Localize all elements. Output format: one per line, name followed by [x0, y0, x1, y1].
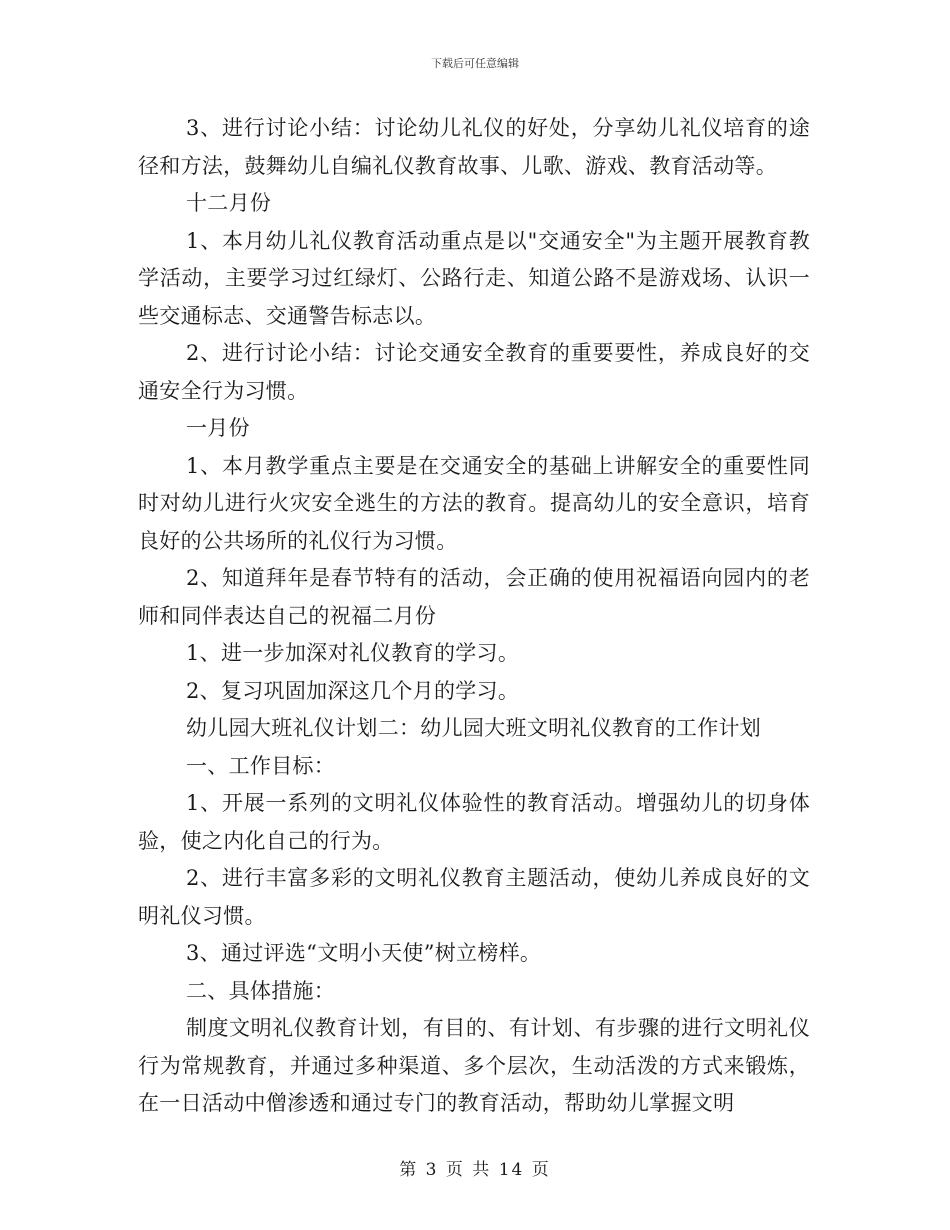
section-heading-december: 十二月份: [186, 191, 272, 215]
plan-title: 幼儿园大班礼仪计划二：幼儿园大班文明礼仪教育的工作计划: [186, 716, 762, 740]
paragraph: 3、进行讨论小结：讨论幼儿礼仪的好处，分享幼儿礼仪培育的途径和方法，鼓舞幼儿自编礼仪教育故事、儿歌、游戏、教育活动等。: [138, 116, 810, 178]
section-heading-measures: 二、具体措施：: [186, 978, 336, 1003]
paragraph: 1、进一步加深对礼仪教育的学习。: [186, 641, 520, 665]
paragraph: 1、本月幼儿礼仪教育活动重点是以"交通安全"为主题开展教育教学活动，主要学习过红绿灯、公路行走、知道公路不是游戏场、认识一些交通标志、交通警告标志以。: [138, 228, 810, 328]
paragraph: 2、进行讨论小结：讨论交通安全教育的重要要性，养成良好的交通安全行为习惯。: [138, 341, 810, 403]
paragraph: 3、通过评选“文明小天使”树立榜样。: [186, 941, 542, 965]
paragraph: 2、复习巩固加深这几个月的学习。: [186, 678, 520, 703]
page-header: 下载后可任意编辑: [431, 57, 519, 70]
paragraph: 2、进行丰富多彩的文明礼仪教育主题活动，使幼儿养成良好的文明礼仪习惯。: [138, 866, 810, 928]
section-heading-goals: 一、工作目标：: [186, 753, 336, 778]
paragraph: 1、本月教学重点主要是在交通安全的基础上讲解安全的重要性同时对幼儿进行火灾安全逃生的方法的教育。提高幼儿的安全意识，培育良好的公共场所的礼仪行为习惯。: [138, 453, 810, 553]
document-body: [138, 110, 810, 1123]
paragraph: 1、开展一系列的文明礼仪体验性的教育活动。增强幼儿的切身体验，使之内化自己的行为。: [138, 791, 810, 853]
paragraph: 制度文明礼仪教育计划，有目的、有计划、有步骤的进行文明礼仪行为常规教育，并通过多种渠道、多个层次，生动活泼的方式来锻炼，在一日活动中僧渗透和通过专门的教育活动，帮助幼儿掌握文明: [138, 1016, 810, 1115]
page-number-footer: 第 3 页 共 14 页: [399, 1160, 551, 1180]
paragraph: 2、知道拜年是春节特有的活动，会正确的使用祝福语向园内的老师和同伴表达自己的祝福二月份: [138, 566, 810, 628]
section-heading-january: 一月份: [186, 416, 250, 440]
